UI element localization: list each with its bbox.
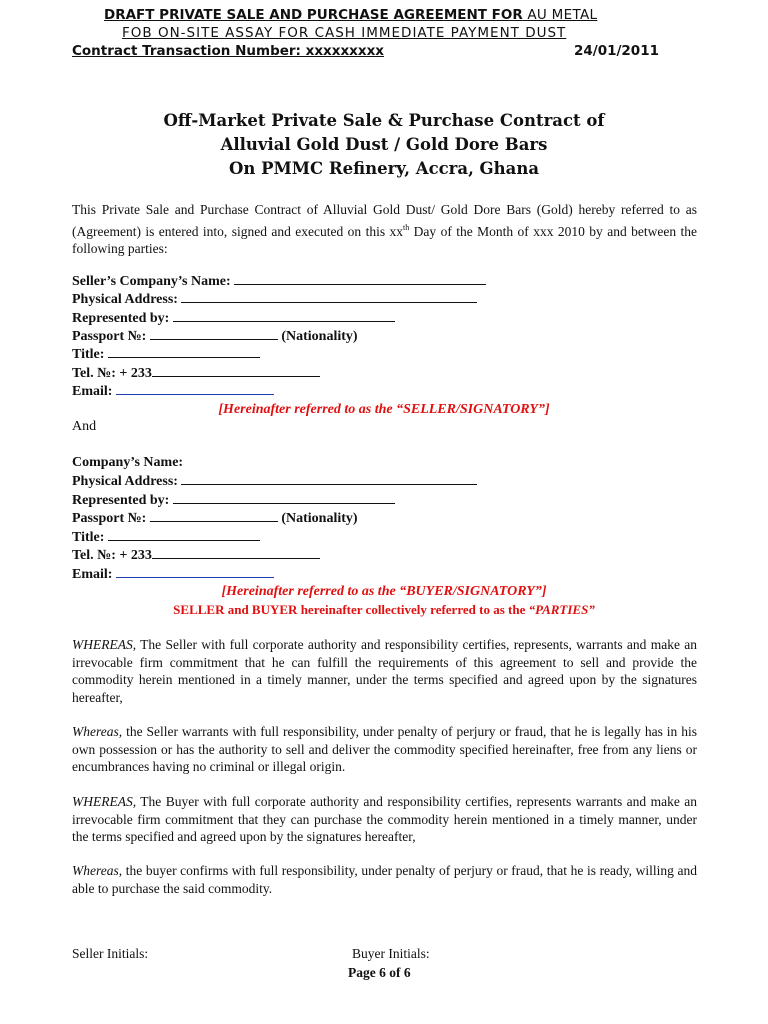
header-line-1 [104,7,597,23]
clause-2-lead: Whereas, [72,724,123,739]
contract-date: 24/01/2011 [573,43,659,59]
seller-address-label: Physical Address: [72,292,178,307]
clause-2-text: the Seller warrants with full responsibility, under penalty of perjury or fraud, that he is legally has in his own possession or has the authority to sell and deliver the commodity specified hereinafter, free from any liens or encumbrances having no criminal or illegal origin. [72,724,697,774]
header-line-2: FOB ON-SITE ASSAY FOR CASH IMMEDIATE PAYMENT DUST [122,25,567,41]
intro-text-2: Day of the Month of xxx 2010 by and between the following parties: [72,223,697,256]
buyer-initials: Buyer Initials: [352,946,430,961]
intro-sup: th [403,222,410,232]
header-line-3 [72,43,659,59]
buyer-address-label: Physical Address: [72,474,178,489]
parties-em: “PARTIES” [528,602,595,617]
doc-title-line-2: Alluvial Gold Dust / Gold Dore Bars [220,135,548,154]
buyer-title-label: Title: [72,530,105,545]
buyer-passport-field [72,509,358,528]
seller-represented-blank[interactable] [173,309,395,322]
seller-represented-field [72,309,395,328]
seller-referred-note [0,401,768,419]
buyer-company-field [72,454,183,472]
page-number: Page 6 of 6 [348,965,411,980]
clause-4-lead: Whereas, [72,863,123,878]
buyer-tel-field [72,546,320,565]
clause-3 [72,793,697,846]
clause-3-lead: WHEREAS, [72,794,137,809]
header-metal: AU METAL [522,7,598,23]
seller-tel-label: Tel. №: + 233 [72,366,152,381]
seller-tel-blank[interactable] [152,364,320,377]
seller-passport-blank[interactable] [150,327,278,340]
seller-address-blank[interactable] [181,290,477,303]
header-title: DRAFT PRIVATE SALE AND PURCHASE AGREEMENT FOR [104,7,523,23]
seller-email-field [72,382,274,401]
parties-note [0,601,768,619]
buyer-email-label: Email: [72,567,113,582]
clause-1-text: The Seller with full corporate authority and responsibility certifies, represents, warrants and make an irrevocable firm commitment that he can fulfill the requirements of this agreement to sell and provide the commodity herein mentioned in a timely manner, under the terms specified and agreed upon by the signatures hereafter, [72,637,697,705]
intro-paragraph [72,201,697,258]
clause-1 [72,636,697,706]
seller-company-label: Seller’s Company’s Name: [72,274,231,289]
buyer-address-field [72,472,477,491]
buyer-represented-label: Represented by: [72,493,170,508]
seller-title-blank[interactable] [108,345,260,358]
seller-tel-field [72,364,320,383]
buyer-tel-label: Tel. №: + 233 [72,548,152,563]
buyer-passport-label: Passport №: [72,511,147,526]
seller-title-field [72,345,260,364]
buyer-nationality-label: (Nationality) [281,511,358,526]
clause-3-text: The Buyer with full corporate authority and responsibility certifies, represents warrants and make an irrevocable firm commitment that they can purchase the commodity herein mentioned in a timely manner, under the terms specified and agreed upon by the signatures hereafter, [72,794,697,844]
seller-address-field [72,290,477,309]
seller-company-field [72,272,486,291]
contract-transaction-number: Contract Transaction Number: xxxxxxxxx [72,43,385,59]
doc-title-line-1: Off-Market Private Sale & Purchase Contract of [163,111,605,130]
seller-email-label: Email: [72,384,113,399]
seller-referred-text: [Hereinafter referred to as the “SELLER/SIGNATORY”] [218,402,550,417]
intro-text-1: This Private Sale and Purchase Contract of Alluvial Gold Dust/ Gold Dore Bars (Gold) hereby referred to as (Agreement) is entered into, signed and executed on this xx [72,202,697,239]
clause-4 [72,862,697,897]
seller-passport-field [72,327,358,346]
seller-title-label: Title: [72,347,105,362]
seller-represented-label: Represented by: [72,311,170,326]
parties-text: SELLER and BUYER hereinafter collectively referred to as the [173,602,529,617]
buyer-represented-blank[interactable] [173,491,395,504]
buyer-represented-field [72,491,395,510]
seller-company-blank[interactable] [234,272,486,285]
clause-2 [72,723,697,776]
clause-4-text: the buyer confirms with full responsibility, under penalty of perjury or fraud, that he is ready, willing and able to purchase the said commodity. [72,863,697,896]
buyer-passport-blank[interactable] [150,509,278,522]
buyer-email-field [72,565,274,584]
buyer-address-blank[interactable] [181,472,477,485]
buyer-company-label: Company’s Name: [72,455,184,470]
buyer-referred-note [0,583,768,601]
buyer-tel-blank[interactable] [152,546,320,559]
seller-passport-label: Passport №: [72,329,147,344]
seller-nationality-label: (Nationality) [281,329,358,344]
and-text: And [72,419,97,434]
doc-title-line-3: On PMMC Refinery, Accra, Ghana [228,159,540,178]
buyer-title-field [72,528,260,547]
buyer-title-blank[interactable] [108,528,260,541]
buyer-email-blank[interactable] [116,565,274,578]
buyer-referred-text: [Hereinafter referred to as the “BUYER/SIGNATORY”] [221,584,547,599]
seller-initials: Seller Initials: [72,946,149,961]
seller-email-blank[interactable] [116,382,274,395]
clause-1-lead: WHEREAS, [72,637,137,652]
